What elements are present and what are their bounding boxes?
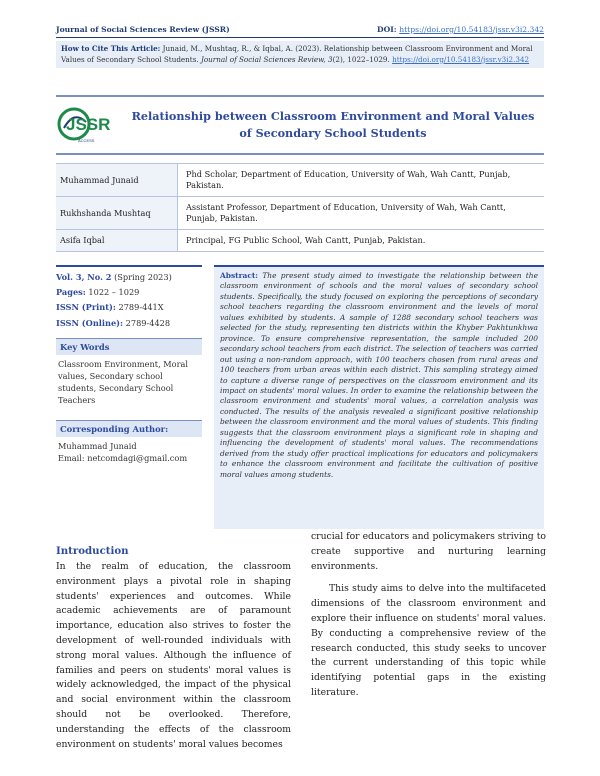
issn-online-label: ISSN (Online): bbox=[56, 317, 124, 328]
issn-print-value: 2789-441X bbox=[115, 302, 164, 313]
volume-line bbox=[56, 270, 202, 285]
abstract-label: Abstract: bbox=[220, 271, 259, 280]
issn-online-line bbox=[56, 316, 202, 331]
logo-tag: ACCESS bbox=[78, 138, 95, 143]
citation-label: How to Cite This Article: bbox=[61, 44, 161, 53]
author-affiliation: Assistant Professor, Department of Education, University of Wah, Wah Cantt, Punjab, Pakistan. bbox=[186, 202, 506, 223]
author-affiliation: Phd Scholar, Department of Education, University of Wah, Wah Cantt, Punjab, Pakistan. bbox=[186, 169, 511, 190]
author-affiliation: Principal, FG Public School, Wah Cantt, Punjab, Pakistan. bbox=[186, 235, 426, 245]
keywords-text: Classroom Environment, Moral values, Secondary school students, Secondary School Teachers bbox=[58, 358, 189, 406]
logo-text: JSSR bbox=[66, 115, 111, 134]
author-row bbox=[56, 197, 544, 230]
issn-online-value: 2789-4428 bbox=[123, 317, 171, 328]
keywords-section bbox=[56, 338, 202, 410]
corresponding-email: Email: netcomdagi@gmail.com bbox=[58, 452, 188, 463]
abstract-text: The present study aimed to investigate the relationship between the classroom environment of schools and the moral values of secondary school students. Specifically, the study focused on exploring the perceptions of secondary school teachers regarding the classroom environment and the levels of moral values exhibited by students. A sample of 1288 secondary school teachers was selected for the study, representing ten districts within the Khyber Pakhtunkhwa province. To ensure comprehensive representation, the sample included 200 secondary school teachers from each district. The selection of teachers was carried out using a non-random approach, with 100 teachers chosen from rural areas and 100 teachers from urban areas within each district. This sampling strategy aimed to capture a diverse range of perspectives on the classroom environment and its impact on students' moral values. In order to examine the relationship between the classroom environment and students' moral values, a correlation analysis was conducted. The results of the analysis revealed a significant positive relationship between the classroom environment and the moral values of students. This finding suggests that the classroom environment plays a significant role in shaping and influencing the development of students' moral values. The recommendations derived from the study offer practical implications for educators and policymakers to enhance the classroom environment and facilitate the cultivation of positive moral values among students. bbox=[220, 271, 538, 479]
title-box bbox=[56, 95, 544, 155]
article-info-column bbox=[56, 265, 202, 467]
corresponding-name: Muhammad Junaid bbox=[58, 440, 137, 451]
author-name: Muhammad Junaid bbox=[56, 164, 178, 196]
authors-table bbox=[56, 163, 544, 252]
journal-name: Journal of Social Sciences Review (JSSR) bbox=[56, 25, 230, 34]
article-title: Relationship between Classroom Environment and Moral Values of Secondary School Students bbox=[131, 109, 535, 140]
intro-paragraph: crucial for educators and policymakers striving to create supportive and nurturing learning environments. bbox=[311, 531, 546, 572]
jssr-logo bbox=[56, 100, 130, 150]
citation-box bbox=[56, 41, 544, 68]
volume-label: Vol. 3, No. 2 bbox=[56, 272, 112, 282]
article-meta bbox=[56, 265, 202, 331]
intro-column-2 bbox=[311, 530, 546, 701]
author-row bbox=[56, 230, 544, 252]
intro-paragraph: In the realm of education, the classroom environment plays a pivotal role in shaping students' experiences and outcomes. While academic achievements are of paramount importance, education also strives to foster the development of well-rounded individuals with strong moral values. Although the influence of families and peers on students' moral values is widely acknowledged, the impact of the physical and social environment within the classroom should not be overlooked. Therefore, understanding the effects of the classroom environment on students' moral values becomes bbox=[56, 561, 291, 750]
corresponding-details bbox=[56, 437, 202, 467]
doi-header bbox=[377, 25, 544, 34]
author-row bbox=[56, 164, 544, 197]
citation-text-b: (2), 1022–1029. bbox=[332, 54, 390, 64]
pages-line bbox=[56, 285, 202, 300]
intro-paragraph: This study aims to delve into the multifaceted dimensions of the classroom environment and explore their influence on students' moral values. By conducting a comprehensive review of the research conducted, this study seeks to uncover the current understanding of this topic while identifying potential gaps in the existing literature. bbox=[311, 583, 546, 698]
doi-label: DOI: bbox=[377, 25, 397, 34]
pages-label: Pages: bbox=[56, 287, 86, 298]
issn-print-label: ISSN (Print): bbox=[56, 302, 116, 313]
pages-value: 1022 – 1029 bbox=[85, 287, 140, 298]
keywords-heading: Key Words bbox=[56, 339, 202, 355]
issn-print-line bbox=[56, 300, 202, 315]
introduction-heading: Introduction bbox=[56, 545, 129, 557]
running-header bbox=[56, 25, 544, 34]
citation-link[interactable]: https://doi.org/10.54183/jssr.v3i2.342 bbox=[392, 54, 530, 64]
volume-rest: (Spring 2023) bbox=[111, 272, 172, 282]
doi-link[interactable]: https://doi.org/10.54183/jssr.v3i2.342 bbox=[399, 25, 544, 34]
jssr-logo-graphic bbox=[56, 100, 130, 150]
author-name: Rukhshanda Mushtaq bbox=[56, 197, 178, 229]
abstract-box bbox=[214, 265, 544, 529]
author-name: Asifa Iqbal bbox=[56, 230, 178, 251]
citation-text-a: Junaid, M., Mushtaq, R., & Iqbal, A. (2023). Relationship between Classroom Environment and Moral Values of Secondary School Students. bbox=[61, 44, 533, 64]
header-rule bbox=[56, 37, 544, 38]
corresponding-heading: Corresponding Author: bbox=[56, 421, 202, 437]
citation-journal: Journal of Social Sciences Review, 3 bbox=[200, 54, 333, 64]
intro-column-1 bbox=[56, 560, 291, 752]
corresponding-section bbox=[56, 420, 202, 467]
